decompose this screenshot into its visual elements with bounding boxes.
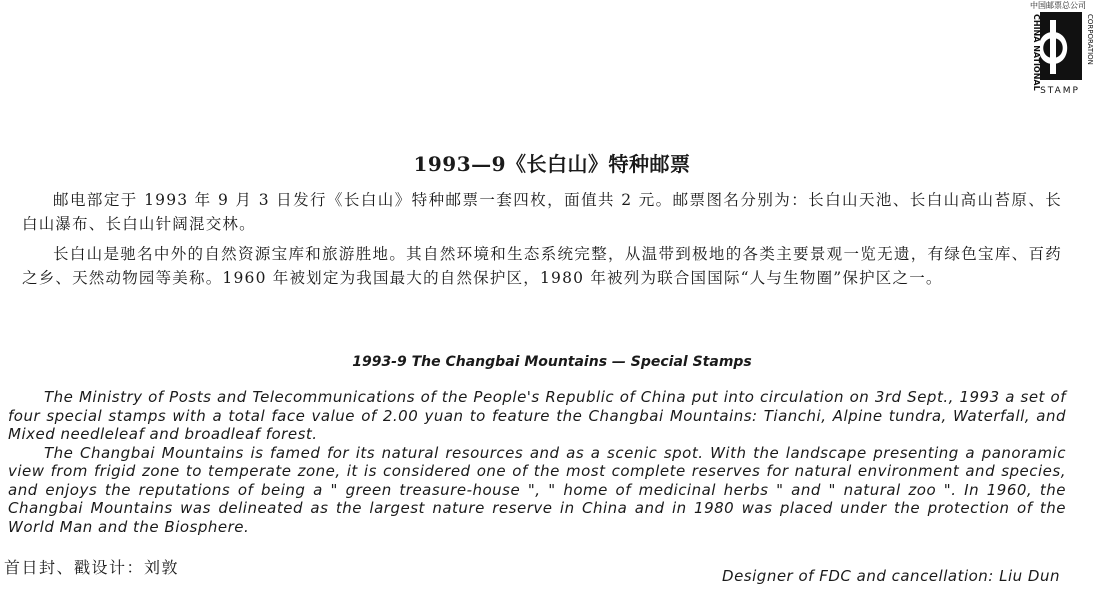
logo-block: [1040, 12, 1082, 80]
designer-credit-english: Designer of FDC and cancellation: Liu Dun: [722, 567, 1060, 585]
logo-right-text: CORPORATION: [1086, 14, 1094, 65]
china-stamp-logo: [1008, 0, 1094, 100]
designer-credit-chinese: 首日封、戳设计：刘敦: [4, 558, 180, 577]
chinese-body: [22, 188, 1062, 290]
chinese-paragraph-1: 邮电部定于 1993 年 9 月 3 日发行《长白山》特种邮票一套四枚，面值共 2 元。邮票图名分别为：长白山天池、长白山高山苔原、长白山瀑布、长白山针阔混交林。: [22, 191, 1062, 233]
china-stamp-logo-icon: [1008, 0, 1094, 100]
logo-top-text: 中国邮票总公司: [1030, 1, 1086, 10]
english-paragraph-1: The Ministry of Posts and Telecommunications of the People's Republic of China put into circulation on 3rd Sept., 1993 a set of four special stamps with a total face value of 2.00 yuan to feature the Changbai Mountains: Tianchi, Alpine tundra, Waterfall, and Mixed needleleaf and broadleaf forest.: [8, 388, 1066, 443]
logo-stroke: [1050, 20, 1056, 74]
chinese-paragraph-2: 长白山是驰名中外的自然资源宝库和旅游胜地。其自然环境和生态系统完整，从温带到极地的各类主要景观一览无遗，有绿色宝库、百药之乡、天然动物园等美称。1960 年被划定为我国最大的自然保护区，1980 年被列为联合国国际“人与生物圈”保护区之一。: [22, 245, 1062, 287]
english-title: 1993-9 The Changbai Mountains — Special Stamps: [352, 354, 752, 370]
logo-left-text: CHINA NATIONAL: [1032, 14, 1041, 91]
chinese-title: 1993—9《长白山》特种邮票: [413, 152, 691, 176]
logo-bottom-text: STAMP: [1040, 86, 1080, 96]
english-paragraph-2: The Changbai Mountains is famed for its natural resources and as a scenic spot. With the landscape presenting a panoramic view from frigid zone to temperate zone, it is considered one of the most complete reserves for natural environment and species, and enjoys the reputations of being a " green treasure-house ", " home of medicinal herbs " and " natural zoo ". In 1960, the Changbai Mountains was delineated as the largest nature reserve in China and in 1980 was placed under the protection of the World Man and the Biosphere.: [8, 443, 1066, 536]
english-body: [8, 388, 1066, 536]
